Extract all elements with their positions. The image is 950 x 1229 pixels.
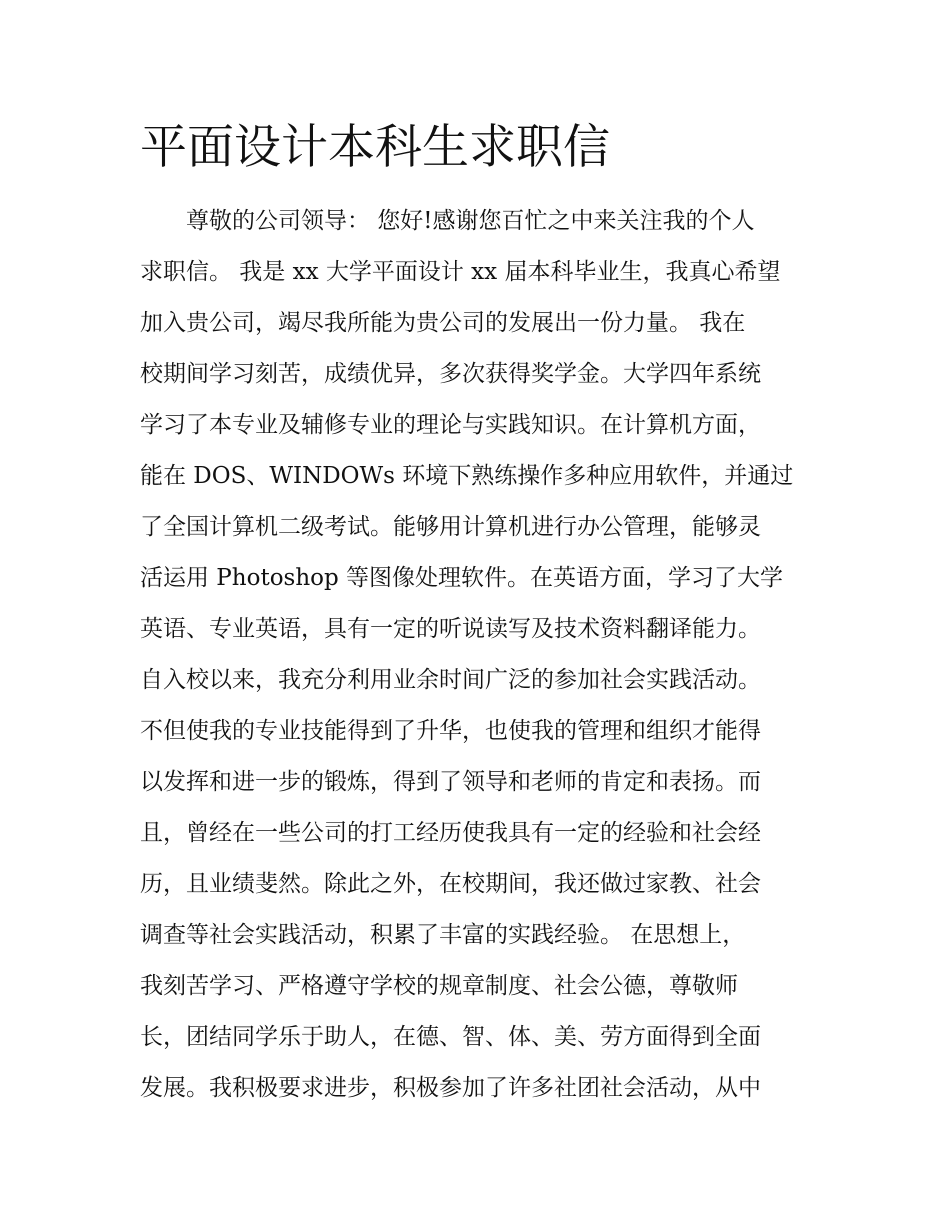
body-line: 发展。我积极要求进步，积极参加了许多社团社会活动，从中 [140, 1075, 761, 1101]
body-line: 我刻苦学习、严格遵守学校的规章制度、社会公德，尊敬师 [140, 973, 738, 999]
body-line: 以发挥和进一步的锻炼，得到了领导和老师的肯定和表扬。而 [140, 769, 761, 795]
body-line: 尊敬的公司领导： 您好!感谢您百忙之中来关注我的个人 [186, 208, 755, 234]
body-line: 调查等社会实践活动，积累了丰富的实践经验。 在思想上， [140, 922, 746, 948]
body-line: 求职信。 我是 xx 大学平面设计 xx 届本科毕业生，我真心希望 [140, 259, 781, 285]
document-body [140, 196, 830, 1114]
body-line: 英语、专业英语，具有一定的听说读写及技术资料翻译能力。 [140, 616, 761, 642]
body-line: 活运用 Photoshop 等图像处理软件。在英语方面，学习了大学 [140, 565, 784, 591]
body-line: 学习了本专业及辅修专业的理论与实践知识。在计算机方面， [140, 412, 761, 438]
body-line: 不但使我的专业技能得到了升华，也使我的管理和组织才能得 [140, 718, 761, 744]
document-title: 平面设计本科生求职信 [140, 120, 610, 175]
body-line: 了全国计算机二级考试。能够用计算机进行办公管理，能够灵 [140, 514, 761, 540]
body-line: 校期间学习刻苦，成绩优异，多次获得奖学金。大学四年系统 [140, 361, 761, 387]
body-line: 能在 DOS、WINDOWs 环境下熟练操作多种应用软件，并通过 [140, 463, 794, 489]
body-line: 自入校以来，我充分利用业余时间广泛的参加社会实践活动。 [140, 667, 761, 693]
body-line: 历，且业绩斐然。除此之外，在校期间，我还做过家教、社会 [140, 871, 761, 897]
body-line: 长，团结同学乐于助人，在德、智、体、美、劳方面得到全面 [140, 1024, 761, 1050]
body-line: 加入贵公司，竭尽我所能为贵公司的发展出一份力量。 我在 [140, 310, 746, 336]
body-line: 且，曾经在一些公司的打工经历使我具有一定的经验和社会经 [140, 820, 761, 846]
